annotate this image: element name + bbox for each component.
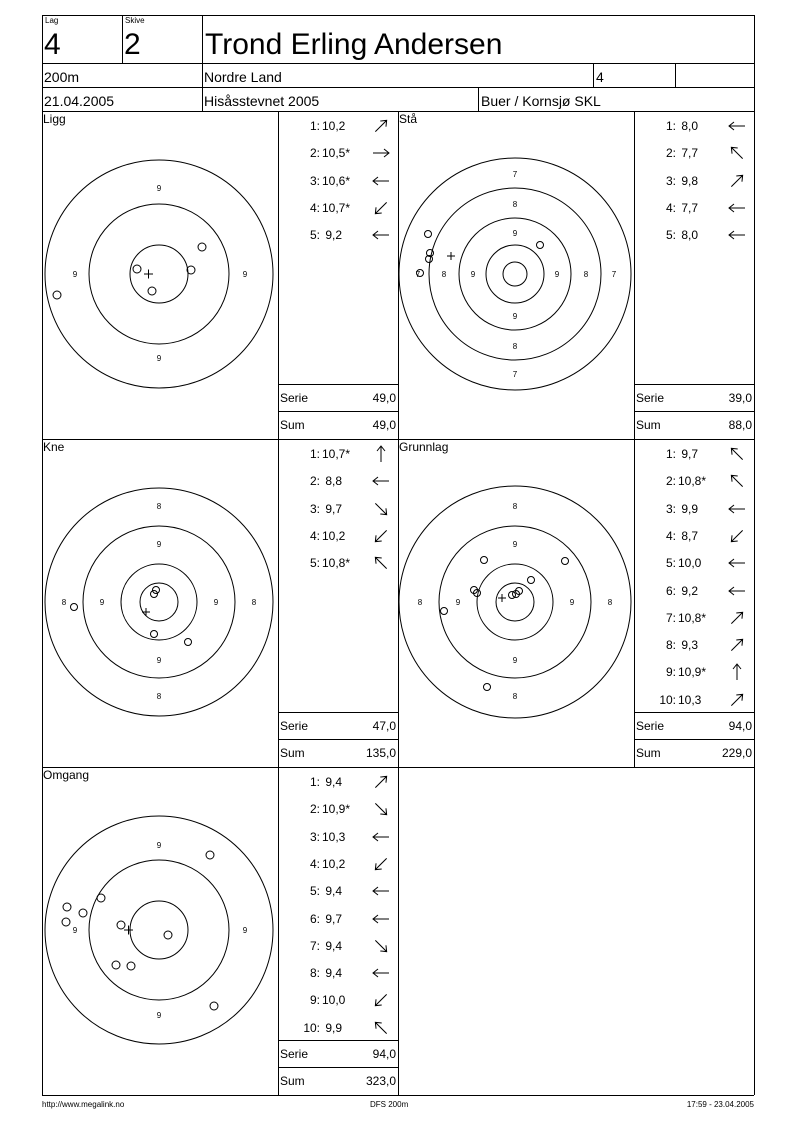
svg-text:8: 8 xyxy=(512,692,518,701)
svg-text:8: 8 xyxy=(251,598,257,607)
direction-arrow-icon xyxy=(726,552,748,574)
svg-text:9: 9 xyxy=(72,926,78,935)
shot-score: 9,9 xyxy=(678,501,699,516)
shot-number: 5: xyxy=(309,884,320,899)
footer-timestamp: 17:59 - 23.04.2005 xyxy=(686,1100,754,1109)
shot-number: 4: xyxy=(309,200,320,215)
serie-label-grunnlag: Serie xyxy=(636,719,665,733)
direction-arrow-icon xyxy=(370,525,392,547)
direction-arrow-icon xyxy=(370,826,392,848)
shot-number: 9: xyxy=(665,665,676,680)
serie-label-ligg: Serie xyxy=(280,391,309,405)
shot-number: 3: xyxy=(309,501,320,516)
sum-value-omgang: 323,0 xyxy=(365,1074,396,1088)
shot-score: 10,8* xyxy=(678,474,707,489)
svg-text:9: 9 xyxy=(156,1011,162,1020)
svg-text:7: 7 xyxy=(415,270,421,279)
shot-number: 4: xyxy=(665,528,676,543)
shot-score: 10,7* xyxy=(322,200,351,215)
shot-number: 3: xyxy=(665,501,676,516)
sum-label-kne: Sum xyxy=(280,746,305,760)
shot-number: 2: xyxy=(309,146,320,161)
shot-number: 9: xyxy=(309,993,320,1008)
shot-score: 9,2 xyxy=(678,583,699,598)
svg-text:7: 7 xyxy=(512,170,518,179)
shot-score: 9,8 xyxy=(678,173,699,188)
shot-number: 5: xyxy=(309,556,320,571)
direction-arrow-icon xyxy=(370,1017,392,1039)
direction-arrow-icon xyxy=(370,935,392,957)
serie-value-grunnlag: 94,0 xyxy=(728,719,752,733)
direction-arrow-icon xyxy=(370,552,392,574)
shot-number: 4: xyxy=(309,528,320,543)
shot-score: 10,9* xyxy=(322,802,351,817)
svg-text:9: 9 xyxy=(470,270,476,279)
shot-score: 9,4 xyxy=(322,938,343,953)
shot-number: 6: xyxy=(309,911,320,926)
class: 4 xyxy=(596,69,604,85)
direction-arrow-icon xyxy=(370,989,392,1011)
svg-text:8: 8 xyxy=(156,502,162,511)
shot-score: 9,4 xyxy=(322,775,343,789)
shot-number: 1: xyxy=(309,447,320,461)
shot-number: 3: xyxy=(665,173,676,188)
shot-score: 9,7 xyxy=(678,447,699,461)
shot-number: 2: xyxy=(665,474,676,489)
shot-number: 1: xyxy=(309,775,320,789)
serie-label-sta: Serie xyxy=(636,391,665,405)
shot-number: 5: xyxy=(309,228,320,243)
svg-text:9: 9 xyxy=(512,540,518,549)
direction-arrow-icon xyxy=(370,498,392,520)
shot-number: 2: xyxy=(309,802,320,817)
sum-label-ligg: Sum xyxy=(280,418,305,432)
shot-number: 4: xyxy=(309,856,320,871)
direction-arrow-icon xyxy=(370,962,392,984)
svg-text:9: 9 xyxy=(99,598,105,607)
series-title-grunnlag: Grunnlag xyxy=(399,440,449,454)
direction-arrow-icon xyxy=(726,197,748,219)
direction-arrow-icon xyxy=(726,115,748,137)
shot-score: 8,0 xyxy=(678,228,699,243)
date: 21.04.2005 xyxy=(44,93,115,109)
sum-label-omgang: Sum xyxy=(280,1074,305,1088)
shot-number: 2: xyxy=(309,474,320,489)
svg-text:9: 9 xyxy=(455,598,461,607)
shot-score: 9,3 xyxy=(678,638,699,653)
direction-arrow-icon xyxy=(726,470,748,492)
shot-number: 1: xyxy=(309,119,320,133)
shot-number: 8: xyxy=(665,638,676,653)
direction-arrow-icon xyxy=(370,170,392,192)
direction-arrow-icon xyxy=(370,880,392,902)
svg-text:8: 8 xyxy=(61,598,67,607)
direction-arrow-icon xyxy=(370,142,392,164)
shot-number: 7: xyxy=(309,938,320,953)
target-omgang xyxy=(42,767,278,1095)
shot-score: 10,5* xyxy=(322,146,351,161)
svg-text:9: 9 xyxy=(512,656,518,665)
shot-score: 9,2 xyxy=(322,228,343,243)
direction-arrow-icon xyxy=(726,498,748,520)
svg-text:9: 9 xyxy=(242,926,248,935)
svg-text:7: 7 xyxy=(512,370,518,379)
shot-score: 10,8* xyxy=(322,556,351,571)
lag-label: Lag xyxy=(45,16,59,25)
direction-arrow-icon xyxy=(726,142,748,164)
skive-label: Skive xyxy=(125,16,145,25)
shot-score: 9,7 xyxy=(322,501,343,516)
shot-number: 8: xyxy=(309,966,320,981)
direction-arrow-icon xyxy=(726,634,748,656)
svg-text:9: 9 xyxy=(156,354,162,363)
svg-text:8: 8 xyxy=(441,270,447,279)
shot-score: 9,9 xyxy=(322,1020,343,1035)
shot-score: 10,7* xyxy=(322,447,351,461)
shot-number: 4: xyxy=(665,200,676,215)
shot-score: 10,6* xyxy=(322,173,351,188)
footer-url: http://www.megalink.no xyxy=(42,1100,125,1109)
direction-arrow-icon xyxy=(370,771,392,793)
shot-score: 10,8* xyxy=(678,610,707,625)
shot-number: 1: xyxy=(665,119,676,133)
direction-arrow-icon xyxy=(370,470,392,492)
svg-text:9: 9 xyxy=(569,598,575,607)
direction-arrow-icon xyxy=(370,443,392,465)
target-grunnlag xyxy=(398,439,634,767)
sum-value-kne: 135,0 xyxy=(365,746,396,760)
shot-score: 10,0 xyxy=(322,993,346,1008)
sum-value-ligg: 49,0 xyxy=(372,418,396,432)
direction-arrow-icon xyxy=(726,443,748,465)
shot-score: 10,0 xyxy=(678,556,702,571)
direction-arrow-icon xyxy=(726,689,748,711)
shot-number: 6: xyxy=(665,583,676,598)
direction-arrow-icon xyxy=(726,224,748,246)
direction-arrow-icon xyxy=(370,224,392,246)
direction-arrow-icon xyxy=(726,580,748,602)
target-kne xyxy=(42,439,278,767)
svg-text:8: 8 xyxy=(512,342,518,351)
svg-text:9: 9 xyxy=(156,656,162,665)
shot-score: 8,7 xyxy=(678,528,699,543)
skive-value: 2 xyxy=(124,28,141,61)
shot-score: 10,9* xyxy=(678,665,707,680)
direction-arrow-icon xyxy=(726,607,748,629)
svg-text:9: 9 xyxy=(156,841,162,850)
shot-number: 1: xyxy=(665,447,676,461)
shot-number: 2: xyxy=(665,146,676,161)
target-sta xyxy=(398,111,634,439)
series-title-omgang: Omgang xyxy=(43,768,90,782)
shot-number: 10: xyxy=(659,692,676,707)
svg-text:7: 7 xyxy=(611,270,617,279)
svg-text:9: 9 xyxy=(156,540,162,549)
svg-text:9: 9 xyxy=(512,229,518,238)
serie-value-ligg: 49,0 xyxy=(372,391,396,405)
shot-score: 9,4 xyxy=(322,966,343,981)
shot-score: 8,8 xyxy=(322,474,343,489)
lag-value: 4 xyxy=(44,28,61,61)
svg-text:9: 9 xyxy=(213,598,219,607)
shot-score: 10,2 xyxy=(322,528,346,543)
shot-score: 10,2 xyxy=(322,856,346,871)
target-ligg xyxy=(42,111,278,439)
shot-number: 5: xyxy=(665,228,676,243)
series-title-ligg: Ligg xyxy=(43,112,66,126)
direction-arrow-icon xyxy=(370,115,392,137)
svg-text:8: 8 xyxy=(156,692,162,701)
svg-text:8: 8 xyxy=(583,270,589,279)
distance: 200m xyxy=(44,69,80,85)
shot-number: 10: xyxy=(303,1020,320,1035)
direction-arrow-icon xyxy=(726,525,748,547)
svg-text:9: 9 xyxy=(156,184,162,193)
sum-value-grunnlag: 229,0 xyxy=(721,746,752,760)
direction-arrow-icon xyxy=(726,661,748,683)
shot-score: 10,2 xyxy=(322,119,346,133)
sum-value-sta: 88,0 xyxy=(728,418,752,432)
direction-arrow-icon xyxy=(370,798,392,820)
footer-title: DFS 200m xyxy=(370,1100,409,1109)
svg-text:8: 8 xyxy=(607,598,613,607)
serie-value-sta: 39,0 xyxy=(728,391,752,405)
svg-text:8: 8 xyxy=(512,502,518,511)
club: Nordre Land xyxy=(204,69,282,85)
svg-text:9: 9 xyxy=(72,270,78,279)
serie-value-kne: 47,0 xyxy=(372,719,396,733)
svg-text:8: 8 xyxy=(417,598,423,607)
direction-arrow-icon xyxy=(370,853,392,875)
shot-score: 7,7 xyxy=(678,200,699,215)
shot-score: 10,3 xyxy=(322,829,346,844)
shot-score: 9,7 xyxy=(322,911,343,926)
direction-arrow-icon xyxy=(370,197,392,219)
series-title-sta: Stå xyxy=(399,112,418,126)
venue: Buer / Kornsjø SKL xyxy=(481,93,601,109)
sum-label-grunnlag: Sum xyxy=(636,746,661,760)
shot-number: 7: xyxy=(665,610,676,625)
shooter-name: Trond Erling Andersen xyxy=(205,28,503,61)
shot-score: 9,4 xyxy=(322,884,343,899)
shot-number: 5: xyxy=(665,556,676,571)
event: Hisåsstevnet 2005 xyxy=(204,93,320,109)
series-title-kne: Kne xyxy=(43,440,65,454)
serie-label-kne: Serie xyxy=(280,719,309,733)
sum-label-sta: Sum xyxy=(636,418,661,432)
shot-number: 3: xyxy=(309,829,320,844)
shot-number: 3: xyxy=(309,173,320,188)
svg-text:9: 9 xyxy=(554,270,560,279)
direction-arrow-icon xyxy=(726,170,748,192)
direction-arrow-icon xyxy=(370,908,392,930)
svg-text:9: 9 xyxy=(242,270,248,279)
serie-label-omgang: Serie xyxy=(280,1047,309,1061)
serie-value-omgang: 94,0 xyxy=(372,1047,396,1061)
svg-text:8: 8 xyxy=(512,200,518,209)
shot-score: 8,0 xyxy=(678,119,699,133)
shot-score: 7,7 xyxy=(678,146,699,161)
svg-text:9: 9 xyxy=(512,312,518,321)
shot-score: 10,3 xyxy=(678,692,702,707)
